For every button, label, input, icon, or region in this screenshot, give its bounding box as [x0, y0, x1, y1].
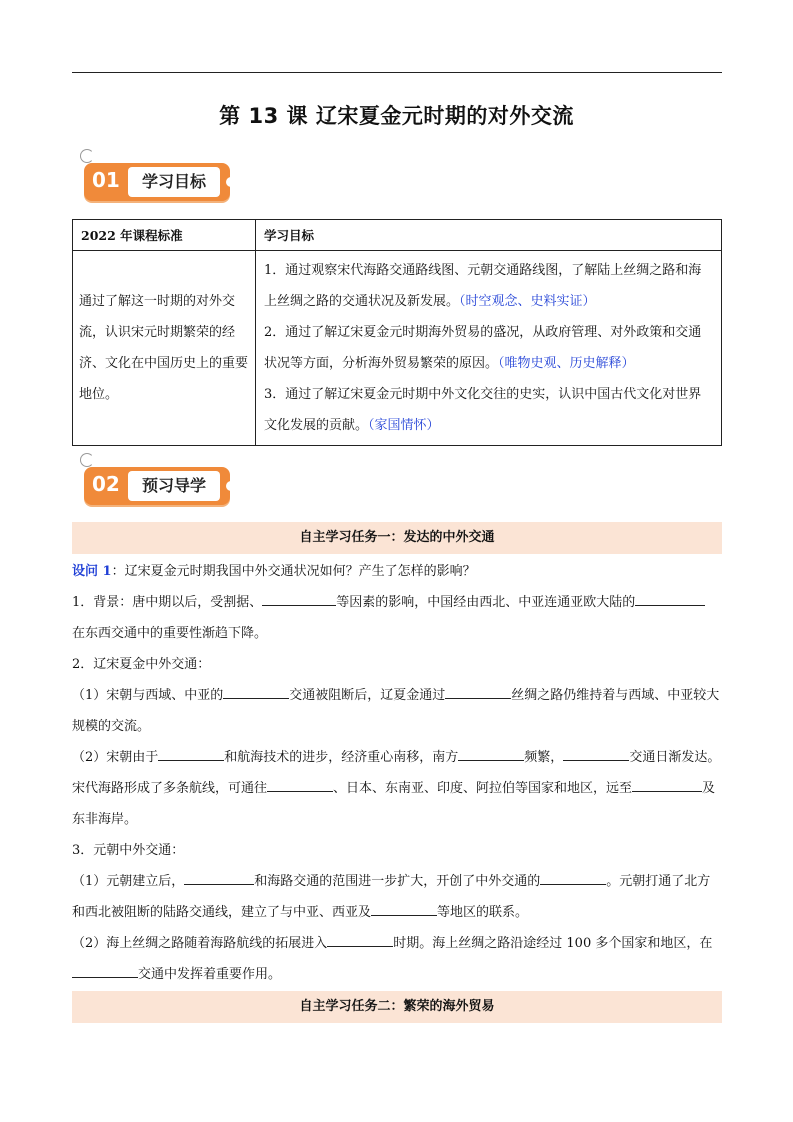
fill-blank[interactable] [184, 869, 254, 885]
task1-heading: 自主学习任务一：发达的中外交通 [72, 522, 722, 554]
header-rule [72, 72, 722, 73]
fill-blank[interactable] [158, 745, 224, 761]
task1-content: 设问 1：辽宋夏金元时期我国中外交通状况如何？产生了怎样的影响？ 1．背景：唐中期以后，受割据、 等因素的影响，中国经由西北、中亚连通亚欧大陆的 在东西交通中的重要性渐趋下降。 2．辽宋夏金中外交通： （1）宋朝与西域、中亚的 交通被阻断后，辽夏金通过 丝绸之路仍维持着与西域、中亚较大规模的交流。 （2）宋朝由于 和航海技术的进步，经济重心南移，南方 频繁， 交通日渐发达。宋代海路形成了多条航线，可通往 、日本、东南亚、印度、阿拉伯等国家和地区，远至 及东非海岸。 3．元朝中外交通： （1）元朝建立后， 和海路交通的范围进一步扩大，开创了中外交通的 。元朝打通了北方和西北被阻断的陆路交通线，建立了与中亚、西亚及 等地区的联系。 （2）海上丝绸之路随着海路航线的拓展进入 时期。海上丝绸之路沿途经过 100 多个国家和地区，在交通中发挥着重要作用。 [72, 564, 721, 982]
goal-item: 2．通过了解辽宋夏金元时期海外贸易的盛况，从政府管理、对外政策和交通状况等方面，分析海外贸易繁荣的原因。（唯物史观、历史解释） [264, 325, 702, 371]
header-standard: 2022 年课程标准 [73, 220, 256, 251]
fill-blank[interactable] [327, 931, 393, 947]
section-label: 预习导学 [128, 471, 220, 501]
fill-blank[interactable] [458, 745, 524, 761]
section-number: 01 [92, 168, 120, 192]
fill-blank[interactable] [635, 590, 705, 606]
standard-text: 通过了解这一时期的对外交流，认识宋元时期繁荣的经济、文化在中国历史上的重要地位。 [73, 251, 256, 446]
fill-blank[interactable] [267, 776, 333, 792]
question-label: 设问 1 [72, 564, 112, 579]
page-title: 第 13 课 辽宋夏金元时期的对外交流 [219, 104, 574, 128]
fill-blank[interactable] [262, 590, 336, 606]
goal-item: 1．通过观察宋代海路交通路线图、元朝交通路线图，了解陆上丝绸之路和海上丝绸之路的交通状况及新发展。（时空观念、史料实证） [264, 263, 702, 309]
fill-blank[interactable] [72, 962, 138, 978]
clip-icon [80, 453, 94, 467]
objectives-cell [256, 251, 722, 446]
fill-blank[interactable] [632, 776, 702, 792]
objectives-table [72, 219, 722, 446]
goal-item: 3．通过了解辽宋夏金元时期中外文化交往的史实，认识中国古代文化对世界文化发展的贡献。（家国情怀） [264, 387, 702, 433]
fill-blank[interactable] [371, 900, 437, 916]
fill-blank[interactable] [563, 745, 629, 761]
section-badge-objectives [84, 163, 230, 205]
header-objectives: 学习目标 [256, 220, 722, 251]
clip-icon [80, 149, 94, 163]
fill-blank[interactable] [540, 869, 606, 885]
fill-blank[interactable] [223, 683, 289, 699]
section-badge-preview [84, 467, 230, 509]
section-label: 学习目标 [128, 167, 220, 197]
fill-blank[interactable] [445, 683, 511, 699]
section-number: 02 [92, 472, 120, 496]
task2-heading: 自主学习任务二：繁荣的海外贸易 [72, 991, 722, 1023]
